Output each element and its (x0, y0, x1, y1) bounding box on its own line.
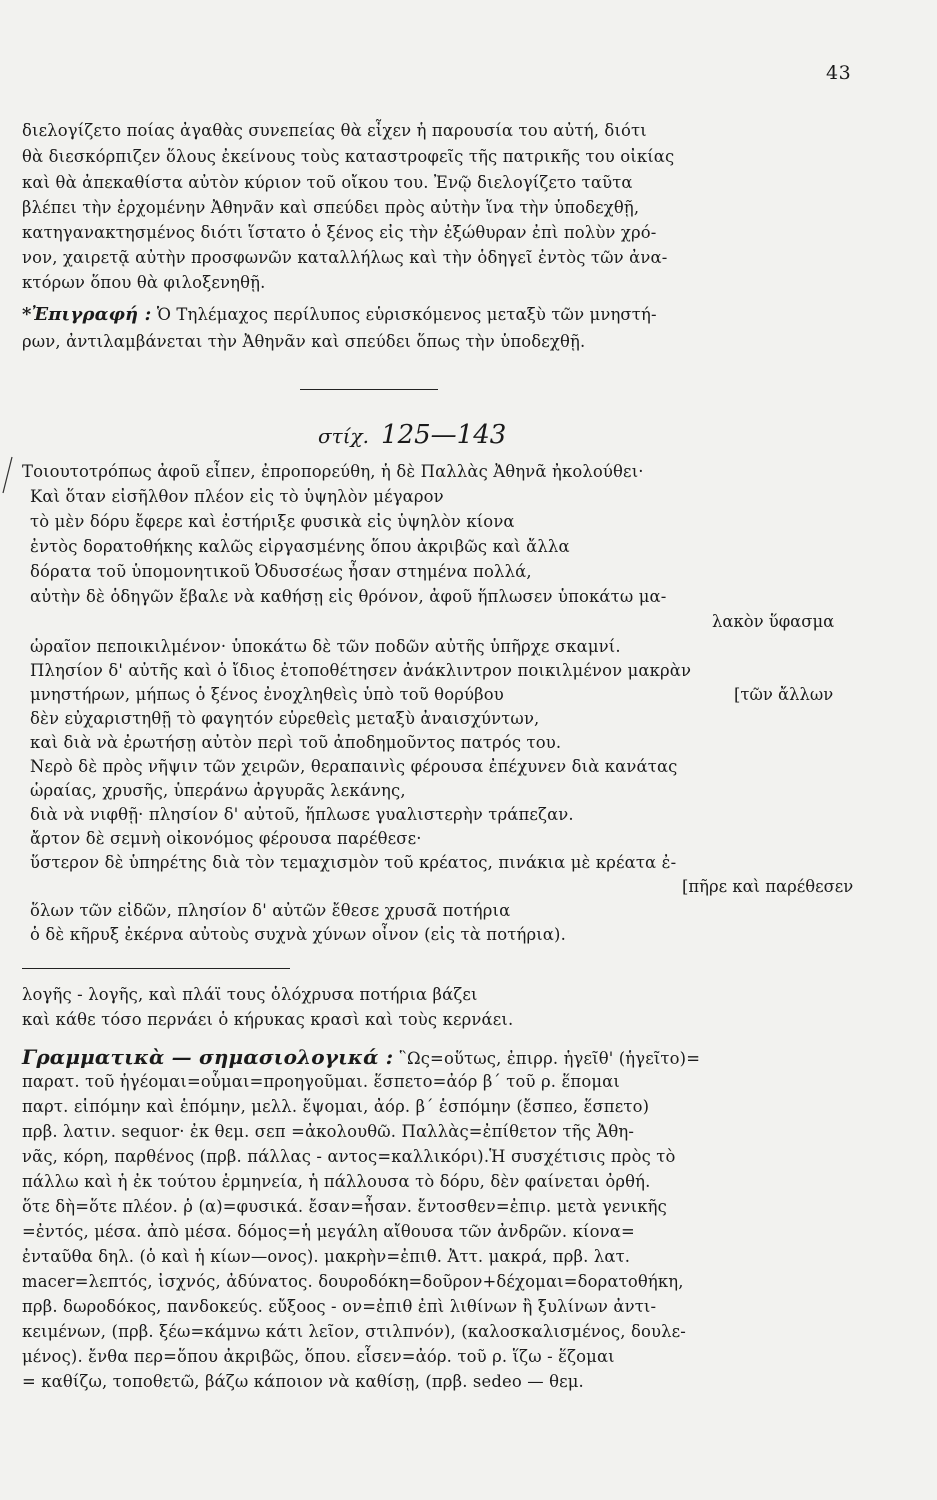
grammar-line: macer=λεπτός, ἰσχνός, ἀδύνατος. δουροδόκη=δοῦρον+δέχομαι=δορατοθήκη, (22, 1272, 684, 1291)
verse-line: ὁ δὲ κῆρυξ ἐκέρνα αὐτοὺς συχνὰ χύνων οἶνον (εἰς τὰ ποτήρια). (30, 925, 566, 944)
grammar-line: =ἐντός, μέσα. ἀπὸ μέσα. δόμος=ἡ μεγάλη αἴθουσα τῶν ἀνδρῶν. κίονα= (22, 1222, 635, 1241)
grammar-line (22, 1047, 884, 1069)
section-stix: στίχ. (318, 424, 370, 448)
verse-line: δὲν εὐχαριστηθῇ τὸ φαγητόν εὑρεθεὶς μεταξὺ ἀναισχύντων, (30, 709, 540, 728)
intro-line: θὰ διεσκόρπιζεν ὅλους ἐκείνους τοὺς καταστροφεῖς τῆς πατρικῆς του οἰκίας (22, 147, 675, 166)
epigraph-line-1 (22, 305, 884, 325)
intro-line: κατηγανακτησμένος διότι ἵστατο ὁ ξένος εἰς τὴν ἐξώθυραν ἐπὶ πολὺν χρό- (22, 223, 657, 242)
margin-mark (0, 455, 22, 495)
verse-line: ἄρτον δὲ σεμνὴ οἰκονόμος φέρουσα παρέθεσε· (30, 829, 422, 848)
intro-line: βλέπει τὴν ἐρχομένην Ἀθηνᾶν καὶ σπεύδει πρὸς αὐτὴν ἵνα τὴν ὑποδεχθῇ, (22, 198, 640, 217)
grammar-line: πάλλω καὶ ἡ ἐκ τούτου ἑρμηνεία, ἡ πάλλουσα τὸ δόρυ, δὲν φαίνεται ὀρθή. (22, 1172, 651, 1191)
grammar-text: ῝Ως=οὕτως, ἐπιρρ. ἡγεῖθ' (ἡγεῖτο)= (398, 1049, 701, 1068)
grammar-label: Γραμματικὰ — σημασιολογικά : (22, 1045, 394, 1069)
verse-line: ἐντὸς δορατοθήκης καλῶς εἰργασμένης ὅπου ἀκριβῶς καὶ ἄλλα (30, 537, 570, 556)
verse-line: ὡραίας, χρυσῆς, ὑπεράνω ἀργυρᾶς λεκάνης, (30, 781, 406, 800)
intro-line: νον, χαιρετᾷ αὐτὴν προσφωνῶν καταλλήλως καὶ τὴν ὁδηγεῖ ἐντὸς τῶν ἀνα- (22, 248, 668, 267)
verse-line: καὶ διὰ νὰ ἐρωτήσῃ αὐτὸν περὶ τοῦ ἀποδημοῦντος πατρός του. (30, 733, 562, 752)
footnote-line: καὶ κάθε τόσο περνάει ὁ κήρυκας κρασὶ καὶ τοὺς κερνάει. (22, 1010, 514, 1029)
verse-line: δόρατα τοῦ ὑπομονητικοῦ Ὀδυσσέως ἦσαν στημένα πολλά, (30, 562, 532, 581)
verse-line: Πλησίον δ' αὐτῆς καὶ ὁ ἴδιος ἐτοποθέτησεν ἀνάκλιντρον ποικιλμένον μακρὰν (30, 661, 692, 680)
grammar-line: = καθίζω, τοποθετῶ, βάζω κάποιον νὰ καθίσῃ, (πρβ. sedeo — θεμ. (22, 1372, 584, 1391)
grammar-line: νᾶς, κόρη, παρθένος (πρβ. πάλλας - αντος=καλλικόρι).Ἡ συσχέτισις πρὸς τὸ (22, 1147, 676, 1166)
section-heading (318, 420, 506, 450)
epigraph-text: Ὁ Τηλέμαχος περίλυπος εὑρισκόμενος μεταξὺ τῶν μνηστή- (156, 305, 657, 324)
verse-line: διὰ νὰ νιφθῇ· πλησίον δ' αὐτοῦ, ἥπλωσε γυαλιστερὴν τράπεζαν. (30, 805, 574, 824)
verse-line: αὐτὴν δὲ ὁδηγῶν ἔβαλε νὰ καθήσῃ εἰς θρόνον, ἀφοῦ ἥπλωσεν ὑποκάτω μα- (30, 587, 667, 606)
page-number: 43 (826, 62, 852, 84)
grammar-line: κειμένων, (πρβ. ξέω=κάμνω κάτι λεῖον, στιλπνόν), (καλοσκαλισμένος, δουλε- (22, 1322, 686, 1341)
grammar-line: πρβ. δωροδόκος, πανδοκεύς. εὔξοος - ον=ἐπιθ ἐπὶ λιθίνων ἢ ξυλίνων ἀντι- (22, 1297, 657, 1316)
verse-line: Καὶ ὅταν εἰσῆλθον πλέον εἰς τὸ ὑψηλὸν μέγαρον (30, 487, 444, 506)
verse-overflow: [πῆρε καὶ παρέθεσεν (682, 877, 854, 896)
verse-line: ὅλων τῶν εἰδῶν, πλησίον δ' αὐτῶν ἔθεσε χρυσᾶ ποτήρια (30, 901, 511, 920)
footnote-line: λογῆς - λογῆς, καὶ πλάϊ τους ὁλόχρυσα ποτήρια βάζει (22, 985, 478, 1004)
section-range: 125—143 (381, 420, 507, 450)
grammar-line: ὅτε δὴ=ὅτε πλέον. ῥ (α)=φυσικά. ἔσαν=ἦσαν. ἔντοσθεν=ἐπιρ. μετὰ γενικῆς (22, 1197, 667, 1216)
grammar-line: παρατ. τοῦ ἡγέομαι=οὗμαι=προηγοῦμαι. ἕσπετο=ἀόρ β΄ τοῦ ρ. ἕπομαι (22, 1072, 620, 1091)
verse-overflow: [τῶν ἄλλων (734, 685, 834, 704)
grammar-line: παρτ. εἱπόμην καὶ ἑπόμην, μελλ. ἕψομαι, ἀόρ. β΄ ἑσπόμην (ἔσπεο, ἕσπετο) (22, 1097, 650, 1116)
section-divider (300, 389, 438, 390)
grammar-line: μένος). ἔνθα περ=ὅπου ἀκριβῶς, ὅπου. εἷσεν=ἀόρ. τοῦ ρ. ἵζω - ἕζομαι (22, 1347, 615, 1366)
verse-line: Νερὸ δὲ πρὸς νῆψιν τῶν χειρῶν, θεραπαινὶς φέρουσα ἐπέχυνεν διὰ κανάτας (30, 757, 678, 776)
intro-line: κτόρων ὅπου θὰ φιλοξενηθῇ. (22, 273, 266, 292)
verse-line: μνηστήρων, μήπως ὁ ξένος ἐνοχληθεὶς ὑπὸ τοῦ θορύβου (30, 685, 504, 704)
footnote-divider (22, 968, 290, 969)
epigraph-line-2: ρων, ἀντιλαμβάνεται τὴν Ἀθηνᾶν καὶ σπεύδει ὅπως τὴν ὑποδεχθῇ. (22, 332, 586, 351)
verse-line: ὡραῖον πεποικιλμένον· ὑποκάτω δὲ τῶν ποδῶν αὐτῆς ὑπῆρχε σκαμνί. (30, 637, 621, 656)
verse-overflow: λακὸν ὕφασμα (712, 612, 835, 631)
intro-line: καὶ θὰ ἀπεκαθίστα αὐτὸν κύριον τοῦ οἴκου του. Ἐνῷ διελογίζετο ταῦτα (22, 173, 633, 192)
grammar-line: πρβ. λατιν. sequor· ἐκ θεμ. σεπ =ἀκολουθῶ. Παλλὰς=ἐπίθετον τῆς Ἀθη- (22, 1122, 635, 1141)
grammar-line: ἐνταῦθα δηλ. (ὁ καὶ ἡ κίων—ονος). μακρὴν=ἐπιθ. Ἀττ. μακρά, πρβ. λατ. (22, 1247, 631, 1266)
verse-line: ὕστερον δὲ ὑπηρέτης διὰ τὸν τεμαχισμὸν τοῦ κρέατος, πινάκια μὲ κρέατα ἐ- (30, 853, 677, 872)
verse-line: Τοιουτοτρόπως ἀφοῦ εἶπεν, ἐπροπορεύθη, ἡ δὲ Παλλὰς Ἀθηνᾶ ἠκολούθει· (22, 462, 644, 481)
epigraph-label: *Ἐπιγραφή : (22, 304, 152, 325)
intro-line: διελογίζετο ποίας ἀγαθὰς συνεπείας θὰ εἶχεν ἡ παρουσία του αὐτή, διότι (22, 121, 647, 140)
verse-line: τὸ μὲν δόρυ ἔφερε καὶ ἐστήριξε φυσικὰ εἰς ὑψηλὸν κίονα (30, 512, 515, 531)
